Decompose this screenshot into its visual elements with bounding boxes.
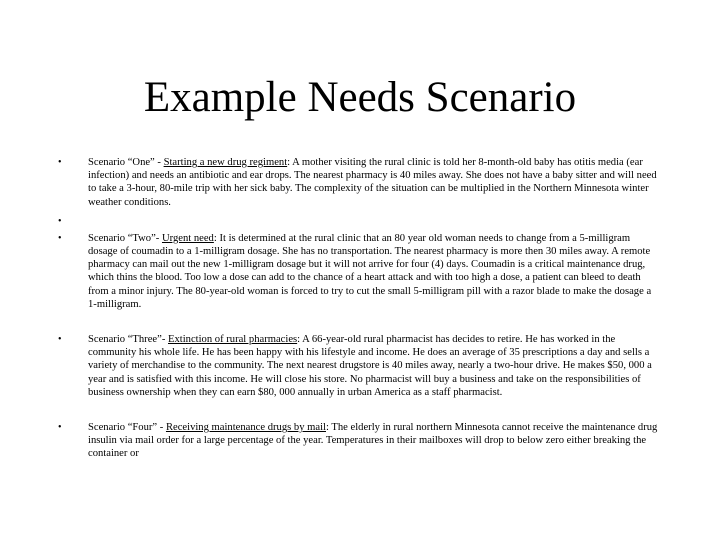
bullet-dot-icon: • [58, 157, 62, 168]
scenario-label: Scenario “Four” - [88, 422, 166, 434]
bullet-empty [58, 215, 658, 228]
scenario-heading: Urgent need [161, 232, 214, 244]
slide-title: Example Needs Scenario [143, 74, 577, 121]
scenario-label: Scenario “Two”- [88, 232, 162, 244]
scenario-heading: Starting a new drug regiment [163, 157, 288, 168]
scenario-heading: Receiving maintenance drugs by mail [165, 422, 326, 434]
bullet-scenario-three [58, 333, 658, 399]
bullet-dot-icon: • [58, 232, 62, 244]
bullet-list [58, 156, 658, 461]
bullet-scenario-one [58, 156, 658, 209]
bullet-dot-icon: • [58, 422, 62, 434]
bullet-scenario-two [58, 232, 658, 311]
scenario-text: : The elderly in rural northern Minnesota cannot receive the maintenance drug insulin via mail order for a large percentage of the year. Temperatures in their mailboxes will drop to below zero either breaking the container or [88, 422, 658, 460]
scenario-label: Scenario “One” - [88, 157, 164, 168]
scenario-text: : A 66-year-old rural pharmacist has decides to retire. He has worked in the community his whole life. He has been happy with his lifestyle and income. He does an average of 35 prescriptions a day and sells a variety of merchandise to the community. The next nearest drugstore is 40 miles away, nearly a two-hour drive. He makes $50, 000 a year and is satisfied with this income. He will close his store. No pharmacist will buy a business and take on the responsibilities of business ownership when they can earn $80, 000 annually in urban America as a staff pharmacist. [88, 334, 652, 398]
scenario-text: : It is determined at the rural clinic that an 80 year old woman needs to change from a 5-milligram dosage of coumadin to a 1-milligram dosage. She has no transportation. The nearest pharmacy is more then 30 miles away. A remote pharmacy can mail out the new 1-milligram dosage but it will not arrive for four (4) days. Coumadin is a critical maintenance drug, which thins the blood. Too low a dose can add to the chance of a heart attack and with too high a dose, a patient can bleed to death from a minor injury. The 80-year-old woman is forced to try to cut the small 5-milligram pill with a razor blade to make the dosage a 1-milligram. [88, 232, 652, 310]
bullet-scenario-four [58, 421, 658, 461]
scenario-label: Scenario “Three”- [88, 334, 168, 346]
bullet-dot-icon: • [58, 334, 62, 346]
scenario-text: : A mother visiting the rural clinic is told her 8-month-old baby has otitis media (ear infection) and needs an antibiotic and ear drops. The nearest pharmacy is 40 miles away. She does not have a baby sitter and will need to take a 3-hour, 80-mile trip with her sick baby. The complexity of the situation can be multiplied in the Northern Minnesota winter weather conditions. [88, 157, 657, 208]
scenario-heading: Extinction of rural pharmacies [168, 334, 298, 346]
bullet-dot-icon: • [58, 215, 62, 227]
